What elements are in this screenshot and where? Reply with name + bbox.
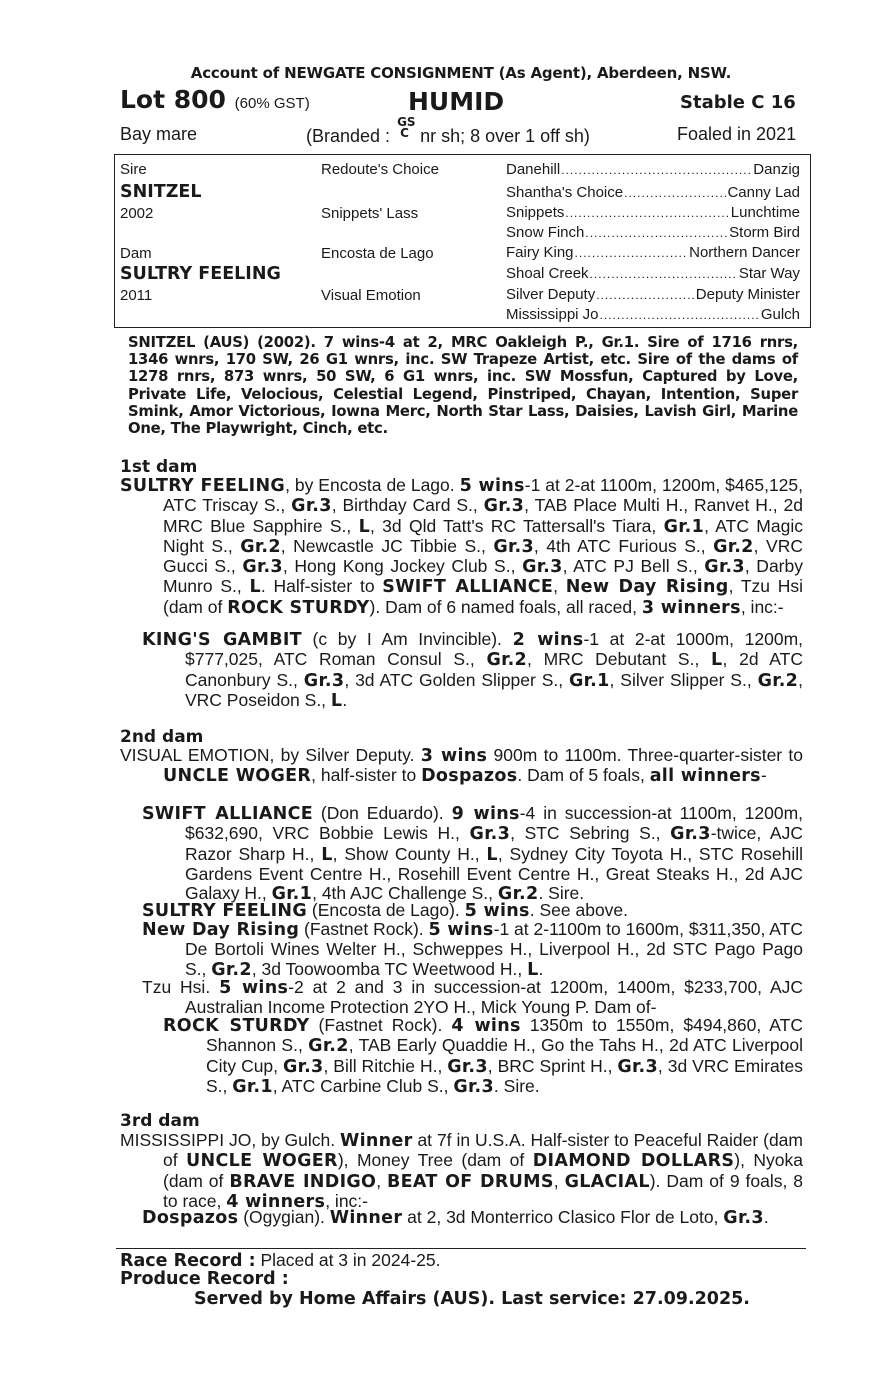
bold-text-run: Gr.3 [493, 536, 534, 557]
text-run: , [553, 1170, 565, 1191]
text-run: . Dam of 5 foals, [517, 765, 650, 786]
text-run: , 3d Qld Tatt's RC Tattersall's Tiara, [370, 515, 664, 536]
first-dam-paragraph [120, 476, 803, 618]
dam-sire: Encosta de Lago [321, 245, 434, 262]
bold-text-run: L [711, 650, 723, 671]
bold-text-run: UNCLE WOGER [186, 1151, 338, 1172]
text-run: 900m to 1100m. Three-quarter-sister to [487, 745, 803, 765]
race-record-label: Race Record : [120, 1251, 256, 1271]
brand-mark [395, 115, 416, 142]
sire-dam: Snippets' Lass [321, 205, 419, 222]
dam-year: 2011 [120, 287, 153, 304]
sire-year: 2002 [120, 205, 154, 222]
sex-colour: Bay mare [120, 124, 198, 144]
grandparent-row [506, 224, 800, 241]
text-run: , Bill Ritchie H., [323, 1055, 448, 1076]
bold-text-run: GLACIAL [564, 1171, 650, 1192]
dam-dam: Visual Emotion [321, 287, 421, 304]
text-run: ), Money Tree (dam of [337, 1150, 533, 1171]
bold-text-run: Gr.2 [497, 884, 539, 905]
text-run: -1 at 2-at 1100m, 1200m, $465,125, ATC Triscay S., [163, 475, 804, 516]
bold-text-run: 5 wins [459, 476, 525, 496]
brand-suffix: nr sh; 8 over 1 off sh) [420, 126, 590, 146]
text-run: 1350m to 1550m, $494,860, ATC Shannon S., [206, 1015, 804, 1056]
gp-left: Silver Deputy [506, 286, 596, 303]
gp-left: Snippets [506, 204, 565, 221]
gp-right: Deputy Minister [695, 286, 800, 303]
third-dam-heading: 3rd dam [120, 1111, 200, 1131]
text-run: . See above. [529, 900, 629, 920]
text-run: ), Nyoka (dam of [163, 1150, 804, 1191]
text-run: . [342, 689, 348, 710]
bold-text-run: BRAVE INDIGO [229, 1171, 377, 1192]
bold-text-run: 5 wins [428, 920, 494, 940]
bold-text-run: Gr.3 [291, 496, 332, 517]
progeny-kings-gambit [142, 630, 803, 711]
text-run: (Fastnet Rock). [299, 919, 429, 939]
bold-text-run: Gr.2 [240, 536, 281, 557]
bold-text-run: L [330, 690, 343, 711]
text-run: ). Dam of 6 named foals, all raced, [369, 596, 642, 617]
grandparent-row [506, 184, 800, 201]
bold-text-run: Gr.3 [483, 496, 525, 517]
text-run: , TAB Place Multi H., Ranvet H., 2d MRC Blue Sapphire S., [163, 495, 803, 536]
progeny-dospazos [142, 1208, 803, 1228]
bold-text-run: Gr.2 [308, 1036, 349, 1057]
text-run: , 4th AJC Challenge S., [312, 883, 498, 904]
sire-label: Sire [120, 161, 147, 178]
text-run: (c by I Am Invincible). [301, 629, 513, 649]
grandparent-row [506, 244, 800, 261]
text-run: , [376, 1170, 388, 1191]
bold-text-run: Dospazos [421, 766, 518, 787]
gp-right: Star Way [738, 265, 800, 282]
bold-text-run: Gr.3 [617, 1056, 658, 1077]
text-run: , [553, 576, 566, 597]
bold-text-run: Gr.1 [569, 670, 610, 691]
text-run: Tzu Hsi. [142, 977, 220, 997]
grandparent-row [506, 286, 800, 303]
text-run: (Don Eduardo). [313, 803, 452, 823]
text-run: -twice, AJC Razor Sharp H., [185, 823, 803, 864]
bold-text-run: UNCLE WOGER [163, 766, 312, 787]
text-run: , Show County H., [332, 843, 487, 864]
second-dam-paragraph [120, 746, 803, 787]
bold-text-run: ROCK STURDY [227, 597, 370, 618]
bold-text-run: 4 winners [226, 1191, 326, 1212]
service-note: Served by Home Affairs (AUS). Last service: 27.09.2025. [194, 1289, 750, 1309]
brand-mark-bottom: C [400, 126, 409, 140]
grandparent-row [506, 265, 800, 282]
gp-right: Storm Bird [729, 224, 800, 241]
text-run: , by Encosta de Lago. [285, 475, 460, 495]
bold-text-run: L [249, 577, 261, 598]
text-run: , inc:- [325, 1190, 368, 1211]
bold-text-run: 4 wins [451, 1016, 521, 1036]
lot-number [120, 85, 310, 114]
race-record-value: Placed at 3 in 2024-25. [260, 1250, 441, 1270]
text-run: , MRC Debutant S., [527, 649, 712, 670]
bold-text-run: 3 winners [641, 597, 741, 618]
bold-text-run: L [358, 516, 371, 537]
text-run: , ATC PJ Bell S., [562, 556, 705, 577]
pedigree-table [114, 154, 811, 328]
bold-text-run: 5 wins [219, 978, 289, 998]
text-run: -1 at 2-1100m to 1600m, $311,350, ATC De Bortoli Wines Welter H., Schweppes H., Liverpool H., 2d STC Pago Pago S., [185, 919, 803, 979]
text-run: . Half-sister to [260, 576, 383, 597]
gp-right: Gulch [760, 306, 800, 323]
text-run: , 3d Toowoomba TC Weetwood H., [251, 958, 528, 979]
grandparent-row [506, 204, 800, 221]
text-run: . Sire. [538, 883, 585, 904]
bold-text-run: SULTRY FEELING [120, 476, 286, 496]
bold-text-run: Winner [329, 1208, 403, 1228]
bold-text-run: Gr.2 [211, 959, 252, 980]
bold-text-run: New Day Rising [565, 577, 729, 598]
bold-text-run: BEAT OF DRUMS [387, 1171, 554, 1192]
bold-text-run: Gr.3 [282, 1056, 324, 1077]
text-run: - [760, 765, 767, 786]
lot-label: Lot 800 [120, 85, 226, 114]
bold-text-run: SWIFT ALLIANCE [382, 577, 554, 598]
text-run: . [538, 958, 544, 979]
sire-name: SNITZEL [120, 182, 202, 202]
text-run: , BRC Sprint H., [487, 1055, 618, 1076]
text-run: , ATC Magic Night S., [163, 515, 803, 556]
text-run: , Tzu Hsi (dam of [163, 576, 804, 617]
horse-name: HUMID [408, 87, 505, 116]
text-run: , Birthday Card S., [331, 495, 484, 516]
bold-text-run: KING'S GAMBIT [142, 630, 302, 650]
text-run: (Encosta de Lago). [307, 900, 465, 920]
sire-sire: Redoute's Choice [321, 161, 439, 178]
consignor-line: Account of NEWGATE CONSIGNMENT (As Agent), Aberdeen, NSW. [190, 64, 732, 82]
brand-prefix: (Branded : [306, 126, 391, 146]
text-run: . [763, 1207, 769, 1227]
text-run: , Sydney City Toyota H., STC Rosehill Gardens Event Centre H., Rosehill Event Centre H., Great Steaks H., 2d AJC Galaxy H., [185, 843, 803, 904]
text-run: , VRC Poseidon S., [185, 669, 803, 710]
text-run: at 7f in U.S.A. Half-sister to Peaceful Raider (dam of [163, 1130, 803, 1171]
bold-text-run: Gr.3 [447, 1056, 488, 1077]
text-run: , STC Sebring S., [510, 823, 671, 844]
text-run: , inc:- [740, 596, 784, 617]
bold-text-run: SWIFT ALLIANCE [142, 804, 314, 824]
bold-text-run: Dospazos [142, 1208, 239, 1228]
bold-text-run: Gr.3 [453, 1076, 494, 1097]
bold-text-run: 3 wins [420, 746, 488, 766]
bold-text-run: New Day Rising [142, 920, 300, 940]
text-run: (Fastnet Rock). [309, 1015, 452, 1035]
text-run: , 3d ATC Golden Slipper S., [344, 669, 570, 690]
dam-label: Dam [120, 245, 152, 262]
bold-text-run: SULTRY FEELING [142, 901, 308, 921]
gp-left: Snow Finch [506, 224, 585, 241]
gp-right: Danzig [753, 161, 800, 178]
race-record [120, 1250, 440, 1271]
text-run: , 4th ATC Furious S., [533, 535, 714, 556]
text-run: VISUAL EMOTION, by Silver Deputy. [120, 745, 421, 765]
text-run: , TAB Early Quaddie H., Go the Tahs H., 2d ATC Liverpool City Cup, [206, 1035, 803, 1076]
text-run: -1 at 2-at 1000m, 1200m, $777,025, ATC Roman Consul S., [185, 629, 804, 670]
text-run: at 2, 3d Monterrico Clasico Flor de Loto, [402, 1207, 724, 1227]
bold-text-run: Gr.1 [232, 1076, 273, 1097]
sire-summary: SNITZEL (AUS) (2002). 7 wins-4 at 2, MRC Oakleigh P., Gr.1. Sire of 1716 rnrs, 1346 wnrs, 170 SW, 26 G1 wnrs, inc. SW Trapeze Artist, etc. Sire of the dams of 1278 rnrs, 873 wnrs, 50 SW, 6 G1 wnrs, inc. SW Mossfun, Captured by Love, Private Life, Velocious, Celestial Legend, Pinstriped, Chayan, Intention, Super Smink, Amor Victorious, Iowna Merc, North Star Lass, Daisies, Lavish Girl, Marine One, The Playwright, Cinch, etc. [128, 334, 798, 438]
bold-text-run: Gr.3 [704, 557, 745, 578]
text-run: , half-sister to [311, 765, 422, 786]
bold-text-run: Gr.3 [469, 824, 511, 845]
text-run: -4 in succession-at 1100m, 1200m, $632,690, VRC Bobbie Lewis H., [185, 803, 804, 844]
first-dam-heading: 1st dam [120, 457, 198, 477]
text-run: , 2d ATC Canonbury S., [185, 649, 804, 690]
bold-text-run: ROCK STURDY [163, 1016, 310, 1036]
bold-text-run: Gr.2 [713, 536, 754, 557]
text-run: , Darby Munro S., [163, 556, 803, 597]
text-run: -2 at 2 and 3 in succession-at 1200m, 1400m, $233,700, AJC Australian Income Protection 2YO H., Mick Young P. Dam of- [185, 977, 803, 1018]
text-run: , ATC Carbine Club S., [272, 1075, 454, 1096]
text-run: , 3d VRC Emirates S., [206, 1055, 804, 1096]
gp-left: Shoal Creek [506, 265, 589, 282]
third-dam-paragraph [120, 1131, 803, 1212]
stable-location: Stable C 16 [680, 92, 796, 113]
bold-text-run: Winner [340, 1131, 413, 1151]
text-run: . Sire. [493, 1075, 540, 1096]
bold-text-run: L [321, 844, 333, 865]
brand-mark-top: GS [397, 115, 416, 129]
text-run: MISSISSIPPI JO, by Gulch. [120, 1130, 340, 1150]
text-run: (Ogygian). [238, 1207, 330, 1227]
bold-text-run: L [527, 959, 539, 980]
gst-note: (60% GST) [234, 95, 310, 112]
progeny-tzu-hsi [142, 978, 803, 1018]
text-run: ). Dam of 9 foals, 8 to race, [163, 1170, 803, 1211]
bold-text-run: Gr.1 [271, 884, 313, 905]
progeny-new-day-rising [142, 920, 803, 980]
foaled-year: Foaled in 2021 [677, 124, 797, 144]
gp-left: Fairy King [506, 244, 574, 261]
text-run: , VRC Gucci S., [163, 535, 803, 577]
bold-text-run: 5 wins [464, 901, 530, 921]
footer-divider [116, 1248, 806, 1249]
bold-text-run: Gr.2 [757, 670, 799, 691]
bold-text-run: Gr.1 [663, 516, 705, 537]
progeny-rock-sturdy [163, 1016, 803, 1097]
text-run: , Silver Slipper S., [609, 669, 758, 690]
gp-left: Danehill [506, 161, 561, 178]
bold-text-run: Gr.3 [723, 1208, 764, 1228]
gp-left: Shantha's Choice [506, 184, 624, 201]
brand-description [306, 115, 590, 147]
produce-record-label: Produce Record : [120, 1269, 289, 1289]
bold-text-run: Gr.3 [303, 670, 345, 691]
bold-text-run: Gr.3 [670, 824, 711, 845]
gp-right: Northern Dancer [689, 244, 800, 261]
bold-text-run: 2 wins [512, 630, 584, 650]
second-dam-heading: 2nd dam [120, 727, 204, 747]
bold-text-run: all winners [649, 766, 761, 787]
gp-left: Mississippi Jo [506, 306, 599, 323]
dam-name: SULTRY FEELING [120, 264, 281, 284]
bold-text-run: 9 wins [451, 804, 520, 824]
bold-text-run: Gr.2 [486, 650, 528, 671]
gp-right: Canny Lad [727, 184, 800, 201]
grandparent-row [506, 161, 800, 178]
grandparent-row [506, 306, 800, 323]
gp-right: Lunchtime [730, 204, 800, 221]
bold-text-run: DIAMOND DOLLARS [532, 1151, 735, 1172]
progeny-swift-alliance [142, 804, 803, 904]
text-run: , Hong Kong Jockey Club S., [282, 556, 523, 577]
bold-text-run: Gr.3 [242, 557, 283, 578]
bold-text-run: L [486, 844, 498, 865]
bold-text-run: Gr.3 [522, 557, 563, 578]
text-run: , Newcastle JC Tibbie S., [280, 535, 494, 556]
